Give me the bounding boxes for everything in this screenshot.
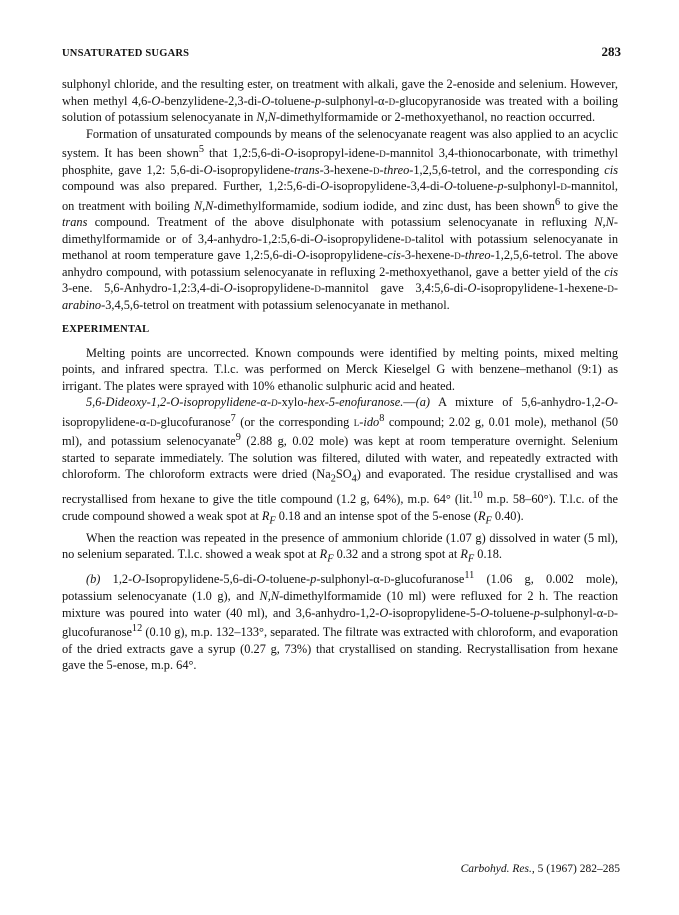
page-number: 283 [601,44,621,59]
journal-name: Carbohyd. Res., [460,863,535,875]
section-heading-experimental: EXPERIMENTAL [62,324,150,336]
experimental-paragraph: Melting points are uncorrected. Known compounds were identified by melting points, mixed melting points, and infrared spectra. T.l.c. was performed on Merck Kieselgel G with benzene–methanol (9:1) as irrigant. The plates were sprayed with 10% ethanolic sulphuric acid and heated. [62,345,618,393]
volume-citation: 5 (1967) 282–285 [537,863,620,875]
body-paragraph: sulphonyl chloride, and the resulting ester, on treatment with alkali, gave the 2-enoside and selenium. However, when methyl 4,6-O-benzylidene-2,3-di-O-toluene-p-sulphonyl-α-d-glucopyranoside was treated with a boiling solution of potassium selenocyanate in N,N-dimethylformamide or 2-methoxyethanol, no reaction occurred. [62,77,618,124]
experimental-paragraph: When the reaction was repeated in the presence of ammonium chloride (1.07 g) dissolved in water (5 ml), no selenium separated. T.l.c. showed a weak spot at $R_F$ 0.32 and a strong spot at $R_F$ 0.18. [62,530,618,565]
running-head-title: UNSATURATED SUGARS [62,48,190,59]
article-body [62,76,618,674]
citation-footer [62,863,620,875]
body-paragraph: Formation of unsaturated compounds by means of the selenocyanate reagent was also applied to an acyclic system. It has been shown$^5$ that 1,2:5,6-di-O-isopropyl-idene-d-mannitol 3,4-thionocarbonate, with trimethyl phosphite, gave 1,2: 5,6-di-O-isopropylidene-trans-3-hexene-d-threo-1,2,5,6-tetrol, and the corresponding cis compound was also prepared. Further, 1,2:5,6-di-O-isopropylidene-3,4-di-O-toluene-p-sulphonyl-d-mannitol, on treatment with boiling N,N-dimethylformamide, sodium iodide, and zinc dust, has been shown$^6$ to give the trans compound. Treatment of the above disulphonate with potassium selenocyanate in refluxing N,N-dimethylformamide or of 3,4-anhydro-1,2:5,6-di-O-isopropylidene-d-talitol with potassium selenocyanate in methanol at room temperature gave 1,2:5,6-di-O-isopropylidene-cis-3-hexene-d-threo-1,2,5,6-tetrol. The above anhydro compound, with potassium selenocyanate in refluxing 2-methoxyethanol, gave a better yield of the cis 3-ene. 5,6-Anhydro-1,2:3,4-di-O-isopropylidene-d-mannitol gave 3,4:5,6-di-O-isopropylidene-1-hexene-d-arabino-3,4,5,6-tetrol on treatment with potassium selenocyanate in methanol. [62,126,619,312]
experimental-paragraph: (b) 1,2-O-Isopropylidene-5,6-di-O-toluene-p-sulphonyl-α-d-glucofuranose$^{11}$ (1.06 g, 0.002 mole), potassium selenocyanate (1.0 g), and N,N-dimethylformamide (10 ml) were refluxed for 2 h. The reaction mixture was poured into water (40 ml), and 3,6-anhydro-1,2-O-isopropylidene-5-O-toluene-p-sulphonyl-α-d-glucofuranose$^{12}$ (0.10 g), m.p. 132–133°, separated. The filtrate was extracted with chloroform, and evaporation of the dried extracts gave a syrup (0.27 g, 73%) that crystallised on standing. Recrystallisation from hexane gave the 5-enose, m.p. 64°. [62,570,618,673]
running-head [62,44,621,60]
experimental-paragraph: 5,6-Dideoxy-1,2-O-isopropylidene-α-d-xylo-hex-5-enofuranose.—(a) A mixture of 5,6-anhydro-1,2-O-isopropylidene-α-d-glucofuranose$^7$ (or the corresponding l-ido$^8$ compound; 2.02 g, 0.01 mole), methanol (50 ml), and potassium selenocyanate$^9$ (2.88 g, 0.02 mole) was kept at room temperature overnight. Selenium started to separate immediately. The solution was filtered, diluted with water, and repeatedly extracted with chloroform. The chloroform extracts were dried $(Na_2SO_4)$ and evaporated. The residue crystallised and was recrystallised from hexane to give the title compound (1.2 g, 64%), m.p. 64° (lit.$^{10}$ m.p. 58–60°). T.l.c. of the crude compound showed a weak spot at $R_F$ 0.18 and an intense spot of the 5-enose ($R_F$ 0.40). [62,395,619,527]
